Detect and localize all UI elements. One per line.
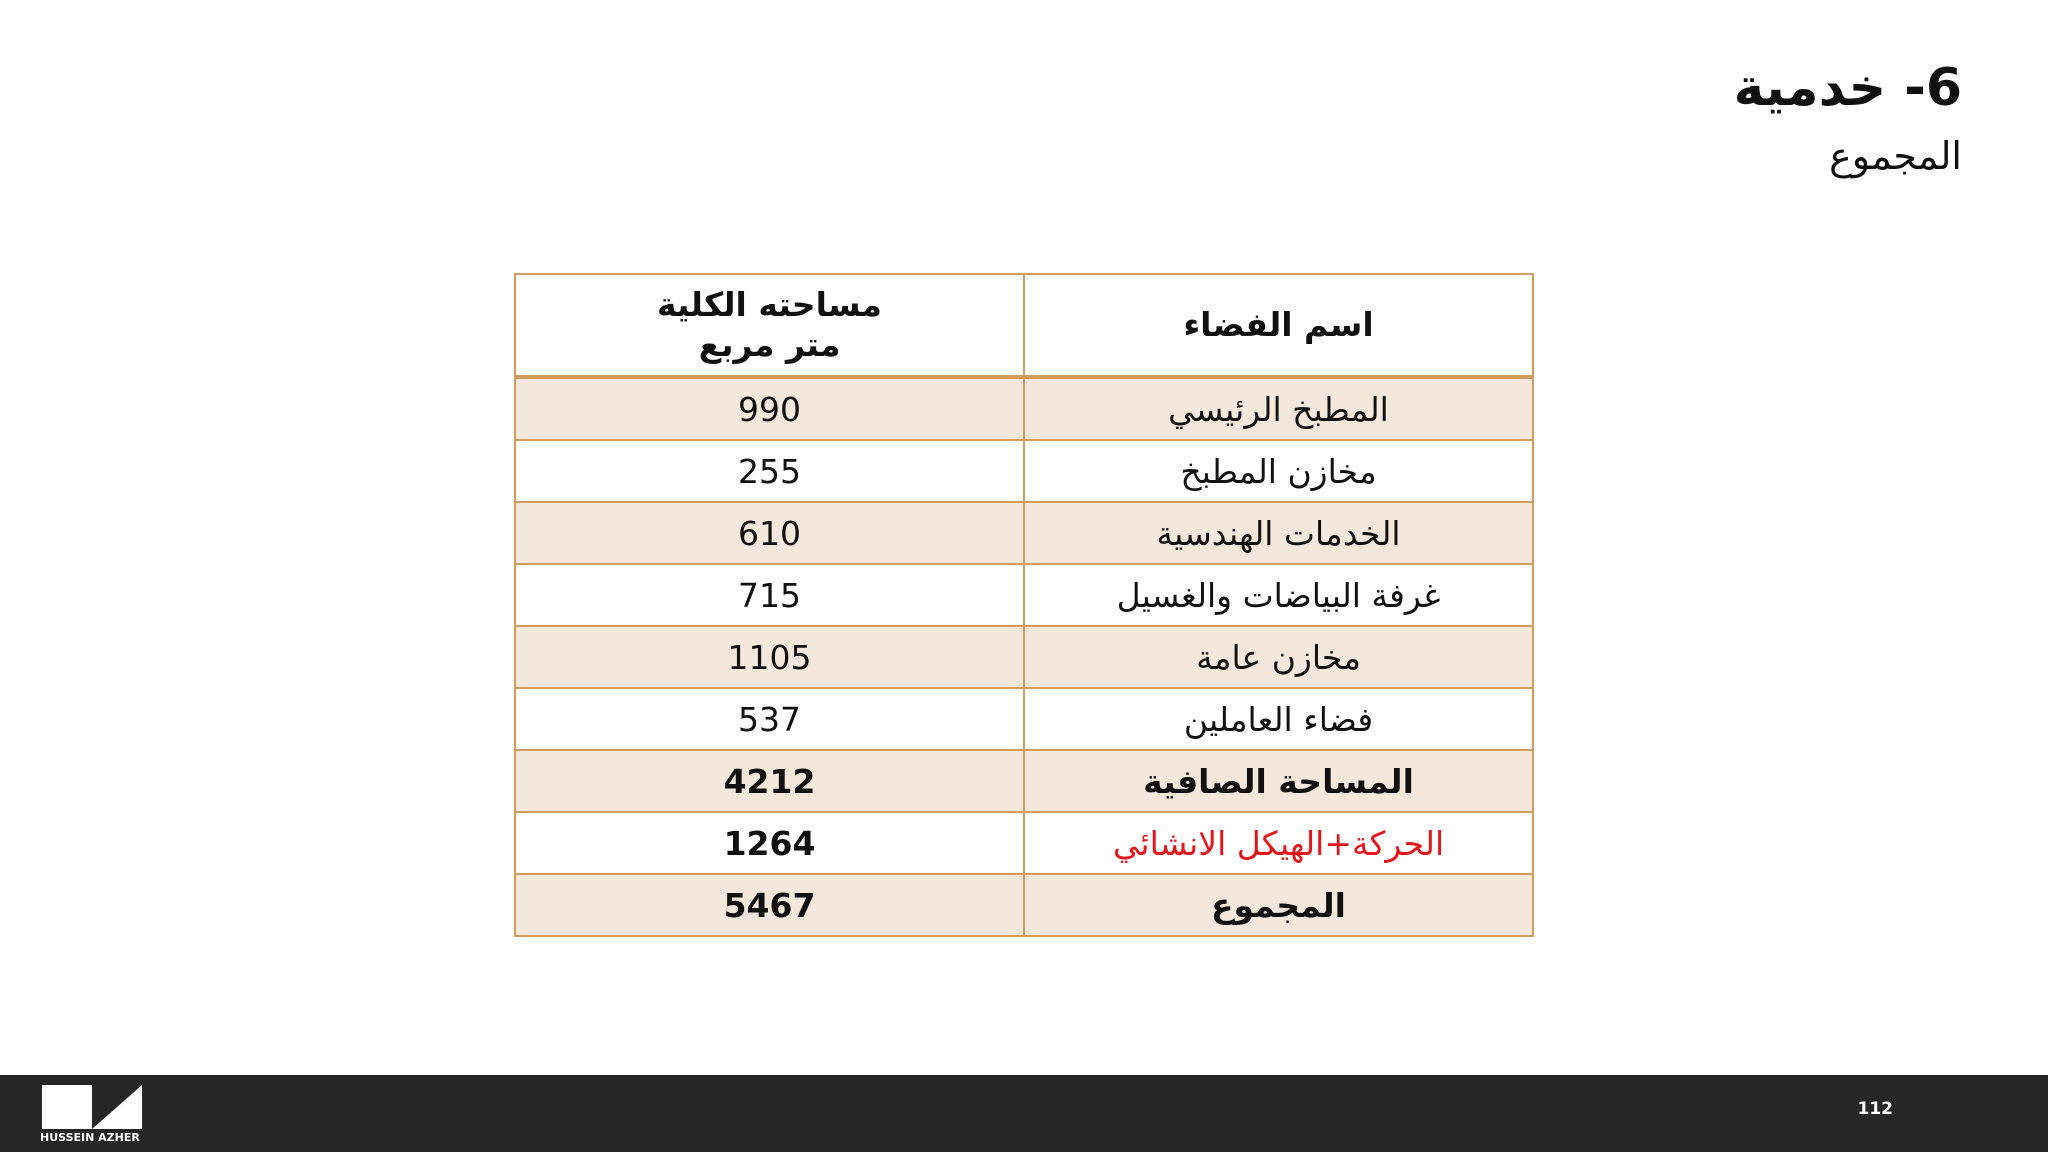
space-name: الخدمات الهندسية [1024, 502, 1533, 564]
table-row [515, 564, 1533, 626]
space-name: فضاء العاملين [1024, 688, 1533, 750]
net-area-row [515, 750, 1533, 812]
space-name: المساحة الصافية [1024, 750, 1533, 812]
header-total-area-line1: مساحته الكلية [656, 285, 882, 324]
table-row [515, 688, 1533, 750]
circulation-structure-row [515, 812, 1533, 874]
table-header-row [515, 274, 1533, 377]
page-number: 112 [1857, 1099, 1893, 1119]
slide-title: 6- خدمية [1733, 58, 1962, 118]
total-row [515, 874, 1533, 936]
space-name: مخازن المطبخ [1024, 440, 1533, 502]
brand-name: HUSSEIN AZHER [40, 1131, 140, 1144]
space-area: 255 [515, 440, 1024, 502]
space-area: 990 [515, 377, 1024, 440]
space-name: المطبخ الرئيسي [1024, 377, 1533, 440]
slide-heading [1734, 52, 1962, 184]
spaces-table [514, 273, 1534, 937]
space-area: 610 [515, 502, 1024, 564]
space-area: 1264 [515, 812, 1024, 874]
space-area: 4212 [515, 750, 1024, 812]
slide-subtitle: المجموع [1829, 134, 1962, 178]
space-area: 1105 [515, 626, 1024, 688]
table-row [515, 626, 1533, 688]
header-total-area [515, 274, 1024, 377]
space-area: 5467 [515, 874, 1024, 936]
space-area: 715 [515, 564, 1024, 626]
space-name: المجموع [1024, 874, 1533, 936]
space-area: 537 [515, 688, 1024, 750]
header-space-name: اسم الفضاء [1024, 274, 1533, 377]
footer-bar [0, 1075, 2048, 1152]
table-row [515, 440, 1533, 502]
table-row [515, 377, 1533, 440]
space-name: غرفة البياضات والغسيل [1024, 564, 1533, 626]
space-name: الحركة+الهيكل الانشائي [1024, 812, 1533, 874]
table-row [515, 502, 1533, 564]
header-total-area-line2: متر مربع [698, 325, 841, 364]
space-name: مخازن عامة [1024, 626, 1533, 688]
